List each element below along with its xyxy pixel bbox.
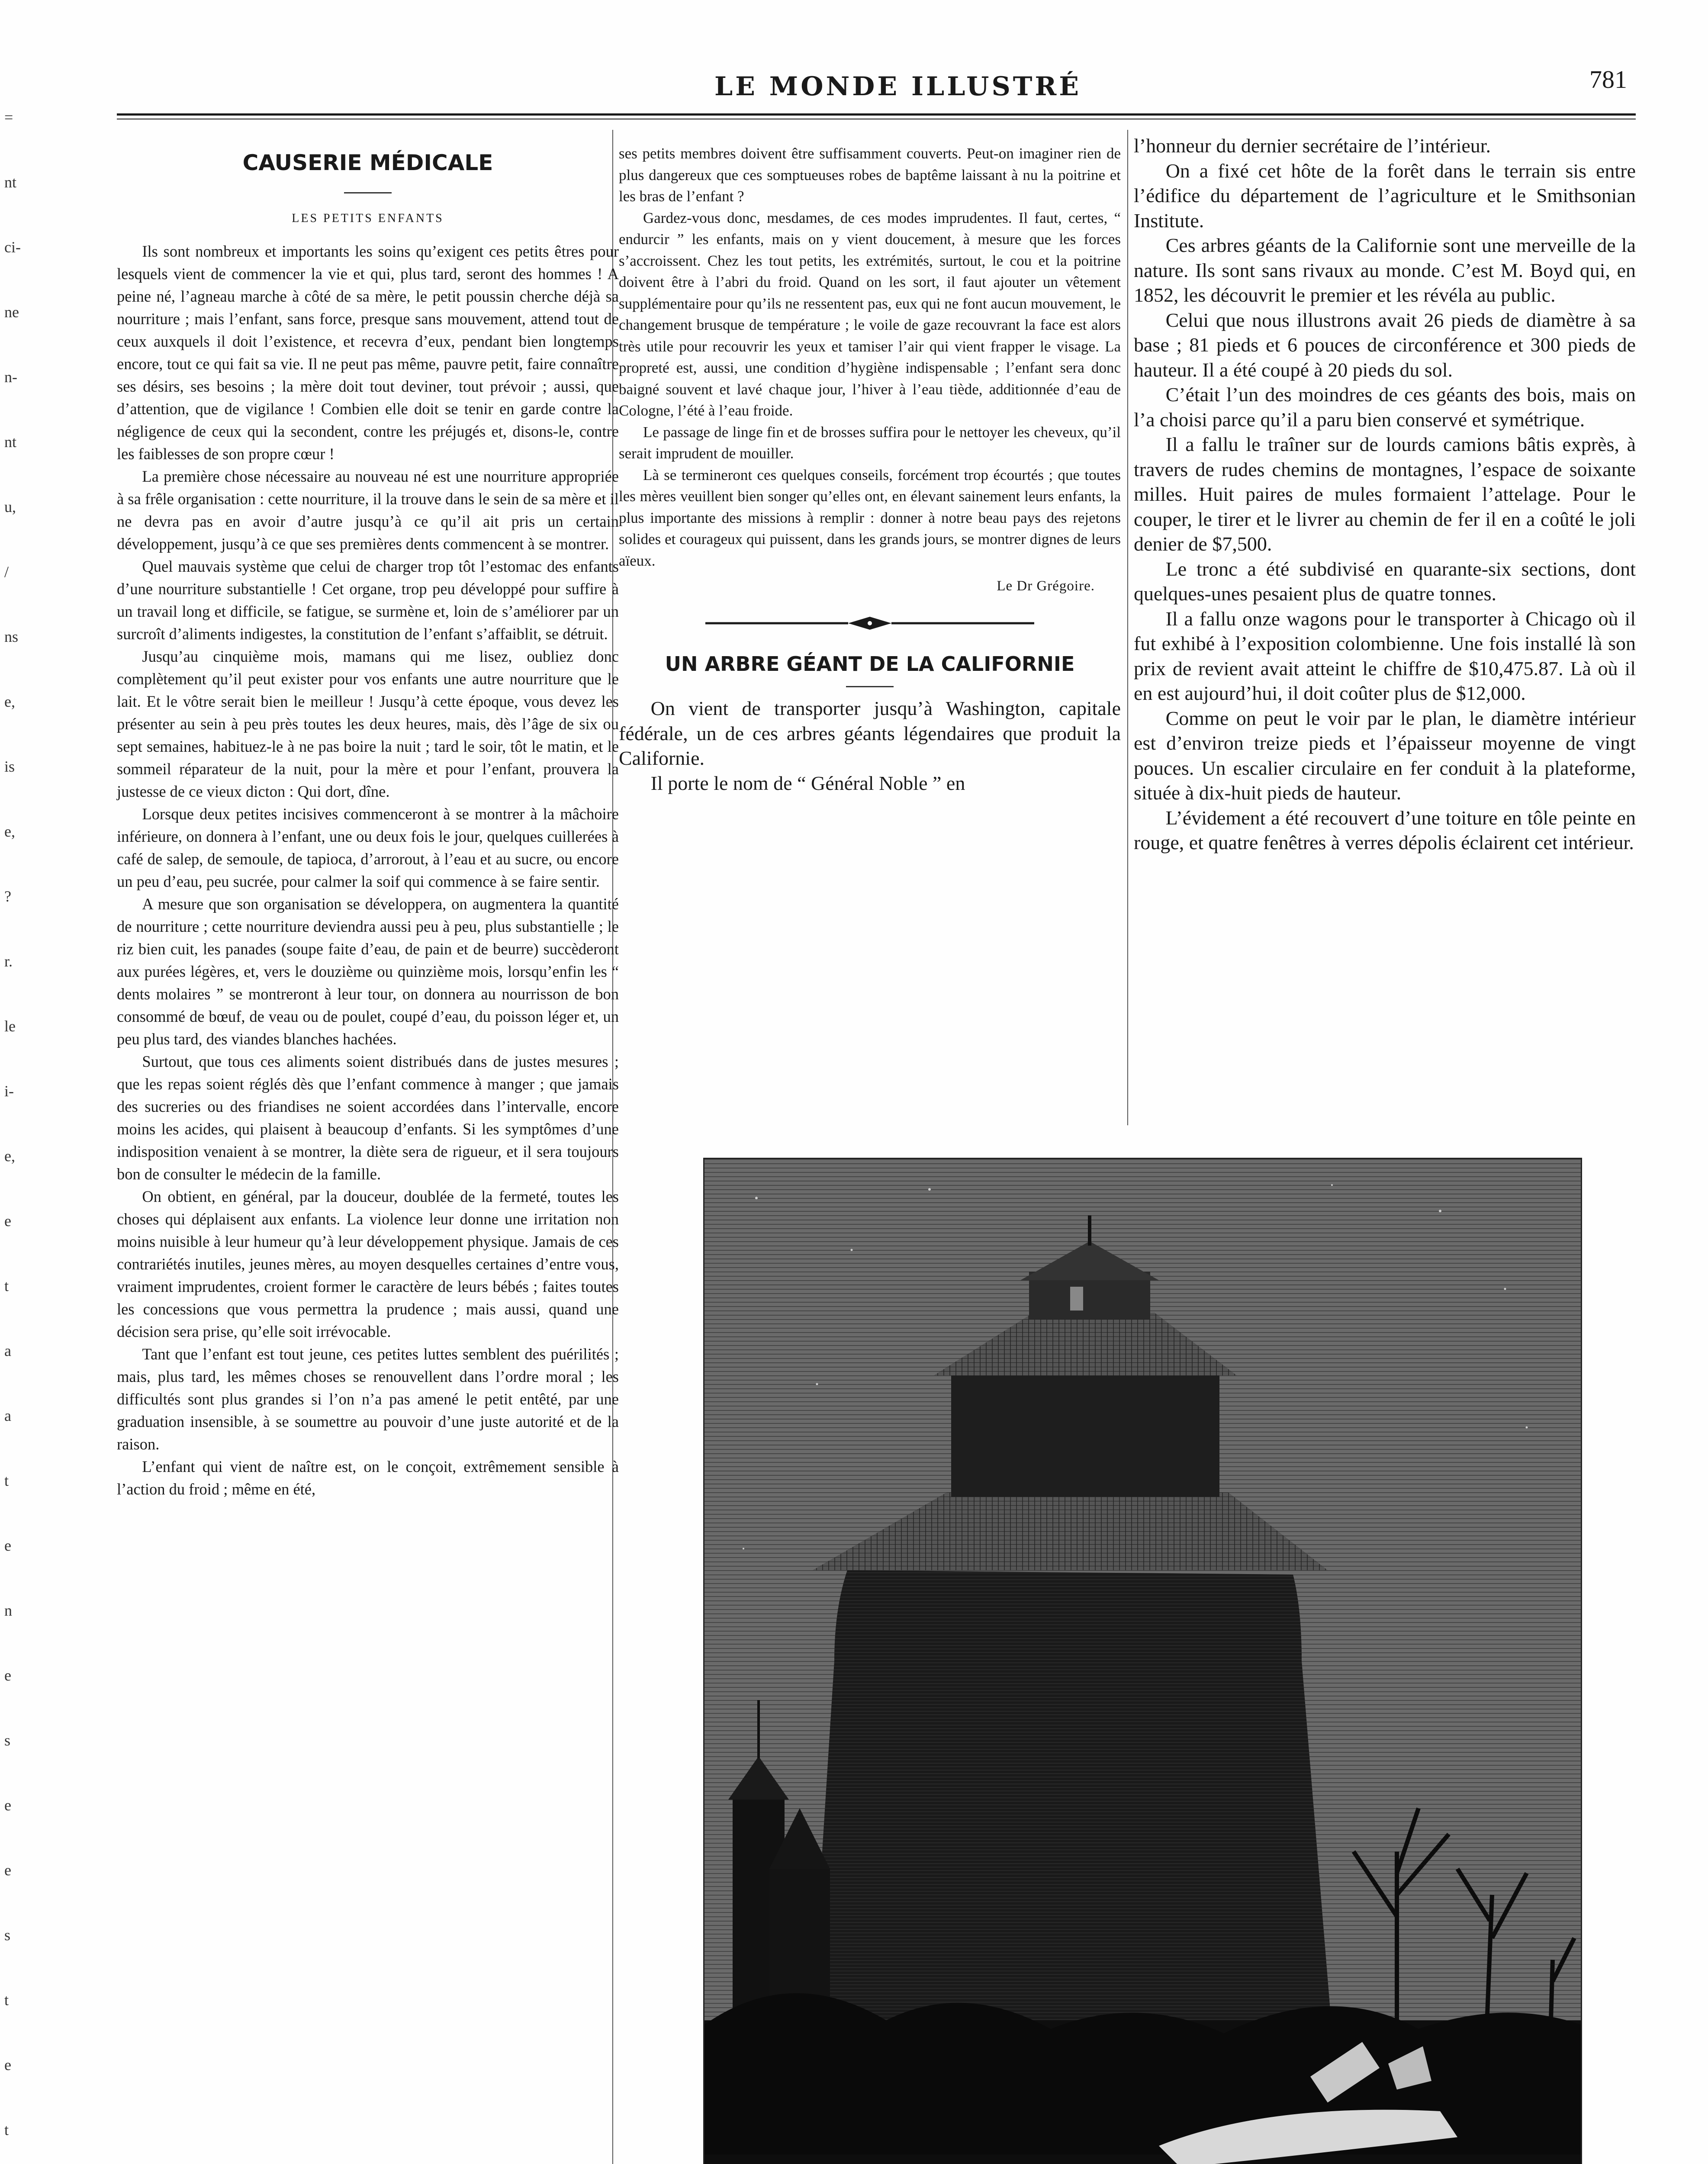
article-title: CAUSERIE MÉDICALE: [242, 150, 493, 175]
margin-fragment: a: [4, 1407, 11, 1424]
paragraph: Ces arbres géants de la Californie sont une merveille de la nature. Ils sont sans rivaux au monde. C’est M. Boyd qui, en 1852, les découvrit le premier et les révéla au public.: [1134, 234, 1636, 306]
column-1: [117, 143, 619, 1501]
signature: Le Dr Grégoire.: [997, 578, 1095, 594]
paragraph: Comme on peut le voir par le plan, le diamètre intérieur est d’environ treize pieds et l’épaisseur moyenne de vingt pouces. Un escalier circulaire en fer conduit à la plateforme, située à dix-huit pieds de hauteur.: [1134, 707, 1636, 804]
margin-fragment: t: [4, 1991, 9, 2009]
page-number: 781: [1589, 65, 1627, 93]
margin-fragment: t: [4, 1277, 9, 1295]
margin-fragment: /: [4, 563, 9, 580]
paragraph: Jusqu’au cinquième mois, mamans qui me lisez, oubliez donc complètement qu’il peut exister pour vos enfants une autre nourriture que le lait. Et le vôtre serait bien le meilleur ! Jusqu’à cette époque, vous devez les présenter au sein à peu près toutes les deux heures, mais, dès l’âge de six ou sept semaines, habituez-le à ne pas boire la nuit ; tard le soir, tôt le matin, et le sommeil réparateur de la nuit, pour la mère et pour l’enfant, prouvera la justesse de ce vieux dicton : Qui dort, dîne.: [117, 647, 619, 800]
giant-tree-engraving: [703, 1158, 1582, 2164]
margin-fragment: ?: [4, 888, 11, 905]
column-divider: [1127, 130, 1128, 1125]
margin-fragment: is: [4, 758, 15, 775]
paragraph: Quel mauvais système que celui de charger trop tôt l’estomac des enfants d’une nourriture substantielle ! Cet organe, trop peu développé pour suffire à un travail long et difficile, se fatigue, se surmène et, loin de s’améliorer par un surcroît d’aliments indigestes, la constitution de l’enfant s’affaiblit, se détruit.: [117, 557, 619, 643]
paragraph: Le passage de linge fin et de brosses suffira pour le nettoyer les cheveux, qu’il serait imprudent de mouiller.: [619, 423, 1121, 462]
margin-fragment: e,: [4, 1147, 15, 1165]
margin-fragment: a: [4, 1342, 11, 1359]
margin-fragment: s: [4, 1926, 11, 1944]
margin-fragment: t: [4, 1472, 9, 1489]
paragraph: On obtient, en général, par la douceur, doublée de la fermeté, toutes les choses qui déplaisent aux enfants. La violence leur donne une irritation non moins nuisible à leur humeur qu’à leur développement physique. Jamais de ces contrariétés inutiles, jeunes mères, au moyen desquelles certaines d’entre vous, vraiment imprudentes, croient former le caractère de leurs bébés ; faites toutes les concessions que vous permettra la prudence ; mais aussi, quand une décision sera prise, qu’elle soit irrévocable.: [117, 1188, 619, 1340]
margin-fragment: n: [4, 1602, 12, 1619]
paragraph: L’enfant qui vient de naître est, on le conçoit, extrêmement sensible à l’action du froid ; même en été,: [117, 1458, 619, 1498]
paragraph: Ils sont nombreux et importants les soins qu’exigent ces petits êtres pour lesquels vient de commencer la vie et qui, plus tard, seront des hommes ! A peine né, l’agneau marche à côté de sa mère, le petit poussin cherche déjà sa nourriture ; mais l’enfant, sans force, presque sans mouvement, attend tout de ceux auxquels il doit l’existence, et recevra d’eux, pendant bien longtemps encore, tout ce qui fait sa vie. Il ne peut pas même, pauvre petit, faire connaître ses désirs, ses besoins ; la mère doit tout deviner, tout prévoir ; aussi, que d’attention, que de vigilance ! Combien elle doit se tenir en garde contre la négligence de ceux qui la secondent, contre les préjugés et, disons-le, contre les faiblesses de son propre cœur !: [117, 242, 619, 463]
column-2: [619, 143, 1121, 795]
paragraph: Il a fallu le traîner sur de lourds camions bâtis exprès, à travers de rudes chemins de montagnes, l’espace de soixante milles. Huit paires de mules formaient l’attelage. Pour le couper, le tirer et le livrer au chemin de fer il en a coûté le joli denier de $7,500.: [1134, 433, 1636, 555]
margin-fragment: le: [4, 1018, 16, 1035]
paragraph: A mesure que son organisation se développera, on augmentera la quantité de nourriture ; cette nourriture deviendra aussi peu à peu, plus substantielle ; le riz bien cuit, les panades (soupe faite d’eau, de pain et de beurre) succèderont aux purées légères, et, vers le douzième ou quinzième mois, lorsqu’enfin les “ dents molaires ” se montreront à leur tour, on donnera au nourrisson de bon consommé de bœuf, de veau ou de poulet, coupé d’eau, du poisson léger et, un peu plus tard, des viandes blanches hachées.: [117, 895, 619, 1048]
column-3: [1134, 133, 1636, 855]
margin-fragment: =: [4, 109, 13, 126]
margin-fragment: e,: [4, 693, 15, 710]
paragraph: C’était l’un des moindres de ces géants des bois, mais on l’a choisi parce qu’il a paru bien conservé et symétrique.: [1134, 383, 1636, 431]
paragraph: On a fixé cet hôte de la forêt dans le terrain sis entre l’édifice du département de l’agriculture et le Smithsonian Institute.: [1134, 159, 1636, 232]
header-rule: [117, 113, 1636, 116]
paragraph: Tant que l’enfant est tout jeune, ces petites luttes semblent des puérilités ; mais, plus tard, les mêmes choses se renouvellent dans l’ordre moral ; les difficultés sont plus grandes si l’on n’a pas amené le petit entêté, par une graduation insensible, à se soumettre au pouvoir d’une juste autorité et de la raison.: [117, 1345, 619, 1453]
paragraph: Il a fallu onze wagons pour le transporter à Chicago où il fut exhibé à l’exposition colombienne. Une fois installé là son prix de revient avait atteint le chiffre de $10,475.87. Là où il en est aujourd’hui, il doit coûter plus de $12,000.: [1134, 607, 1636, 704]
paragraph: ses petits membres doivent être suffisamment couverts. Peut-on imaginer rien de plus dangereux que ces somptueuses robes de baptême laissant à nu la poitrine et les bras de l’enfant ?: [619, 145, 1121, 205]
paragraph: Il porte le nom de “ Général Noble ” en: [650, 772, 965, 794]
paragraph: Celui que nous illustrons avait 26 pieds de diamètre à sa base ; 81 pieds et 6 pouces de circonférence et 300 pieds de hauteur. Il a été coupé à 20 pieds du sol.: [1134, 309, 1636, 381]
margin-fragment: e,: [4, 823, 15, 840]
margin-fragment: e: [4, 2056, 11, 2074]
margin-fragment: e: [4, 1212, 11, 1230]
paragraph: Là se termineront ces quelques conseils, forcément trop écourtés ; que toutes les mères veuillent bien songer qu’elles ont, en élevant sainement leurs enfants, la plus importante des missions à remplir : donner à notre beau pays des rejetons solides et courageux qui puissent, dans les grands jours, se montrer dignes de leurs aïeux.: [619, 466, 1121, 569]
left-margin-cropped-text: [0, 87, 26, 2164]
ornament-divider: [705, 615, 1034, 632]
margin-fragment: e: [4, 1537, 11, 1554]
margin-fragment: ns: [4, 628, 19, 645]
margin-fragment: s: [4, 1732, 11, 1749]
margin-fragment: t: [4, 2121, 9, 2138]
article-subtitle: LES PETITS ENFANTS: [292, 212, 444, 225]
margin-fragment: n-: [4, 368, 17, 386]
margin-fragment: e: [4, 1861, 11, 1879]
paragraph: Le tronc a été subdivisé en quarante-six sections, dont quelques-unes pesaient plus de quatre tonnes.: [1134, 557, 1636, 605]
title-rule: [344, 192, 392, 193]
margin-fragment: e: [4, 1667, 11, 1684]
paragraph: La première chose nécessaire au nouveau né est une nourriture appropriée à sa frêle organisation : cette nourriture, il la trouve dans le sein de sa mère et il ne devra pas en avoir d’autre jusqu’à ce qu’il ait pris un certain développement, jusqu’à ce que ses premières dents commencent à se montrer.: [117, 467, 619, 553]
margin-fragment: ne: [4, 303, 19, 321]
paragraph: L’évidement a été recouvert d’une toiture en tôle peinte en rouge, et quatre fenêtres à verres dépolis éclairent cet intérieur.: [1134, 806, 1636, 853]
margin-fragment: ci-: [4, 238, 21, 256]
margin-fragment: e: [4, 1797, 11, 1814]
margin-fragment: r.: [4, 953, 13, 970]
paragraph: Lorsque deux petites incisives commenceront à se montrer à la mâchoire inférieure, on donnera à l’enfant, une ou deux fois le jour, quelques cuillerées à café de salep, de semoule, de tapioca, d’arrorout, à l’eau et au sucre, ou encore un peu d’eau, peu sucrée, pour calmer la soif qui commence à se faire sentir.: [117, 805, 619, 890]
paragraph: Surtout, que tous ces aliments soient distribués dans de justes mesures ; que les repas soient réglés dès que l’enfant commence à manger ; que jamais des sucreries ou des friandises ne soient accordées dans l’intervalle, encore moins les acides, qui plaisent à beaucoup d’enfants. Si les symptômes d’une indisposition venaient à se montrer, la diète sera de rigueur, et il sera toujours bon de consulter le médecin de la famille.: [117, 1053, 619, 1183]
title-rule: [846, 686, 894, 687]
margin-fragment: nt: [4, 174, 17, 191]
paragraph: On vient de transporter jusqu’à Washington, capitale fédérale, un de ces arbres géants légendaires que produit la Californie.: [619, 697, 1121, 769]
margin-fragment: u,: [4, 498, 16, 515]
masthead: LE MONDE ILLUSTRÉ: [714, 71, 1082, 102]
paragraph: Gardez-vous donc, mesdames, de ces modes imprudentes. Il faut, certes, “ endurcir ” les enfants, mais on y vient doucement, à mesure que les forces s’accroissent. Chez les tout petits, les extrémités, surtout, le cou et la poitrine doivent être à l’abri du froid. Quand on les sort, il faut ajouter un vêtement supplémentaire pour qu’ils ne ressentent pas, eux qui ne font aucun mouvement, le changement brusque de température ; le voile de gaze recouvrant la face est alors très utile pour recouvrir les yeux et tamiser l’air qui vient frapper le visage. La propreté est, aussi, une condition d’hygiène indispensable ; l’enfant sera donc baigné souvent et lavé chaque jour, l’hiver à l’eau tiède, additionnée d’eau de Cologne, l’été à l’eau froide.: [619, 209, 1121, 419]
article-title: UN ARBRE GÉANT DE LA CALIFORNIE: [665, 652, 1075, 676]
margin-fragment: i-: [4, 1082, 14, 1100]
margin-fragment: nt: [4, 433, 17, 451]
paragraph: l’honneur du dernier secrétaire de l’intérieur.: [1134, 135, 1491, 157]
